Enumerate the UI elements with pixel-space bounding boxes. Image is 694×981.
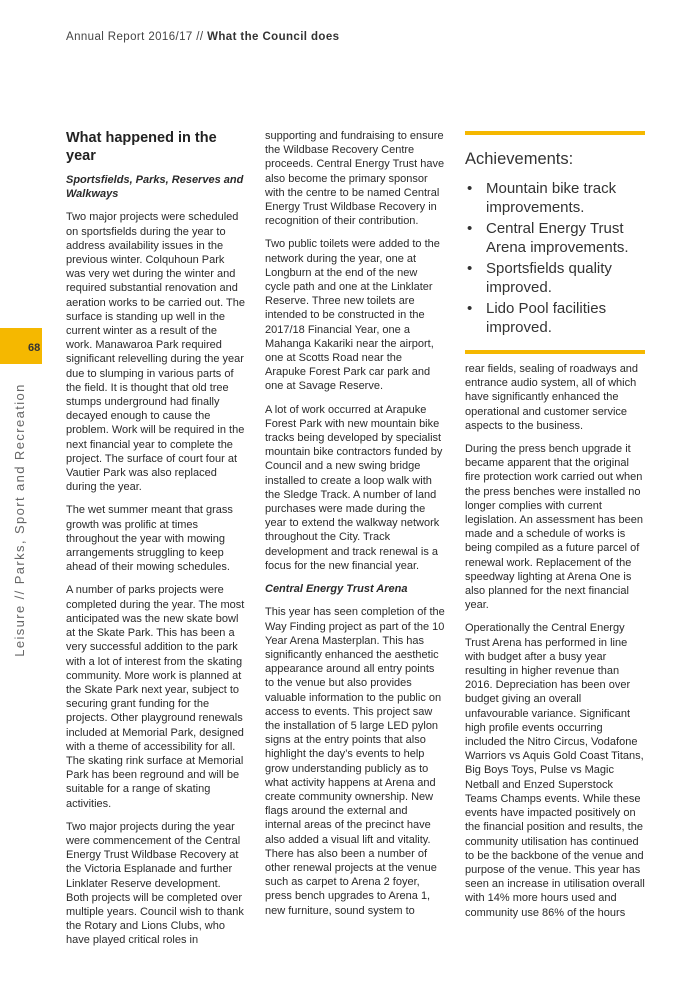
column-1 [66,129,246,957]
page-number: 68 [28,342,41,354]
achievement-text: Sportsfields quality improved. [486,260,612,296]
achievements-box [465,131,645,354]
achievements-list [465,179,645,337]
subheading-arena: Central Energy Trust Arena [265,583,408,596]
side-section-label: Leisure // Parks, Sport and Recreation [12,383,27,657]
achievements-title: Achievements: [465,150,574,168]
paragraph: During the press bench upgrade it became apparent that the original fire protection work carried out when the press benches were installed no longer complies with current legislation. An assessment has been made and a schedule of works is being compiled as a future parcel of renewal work. Replacement of the speedway lighting at Arena One is also planned for the next financial year. [465,443,643,612]
paragraph: Two public toilets were added to the network during the year, one at Longburn at the end of the new cycle path and one at the Linklater Reserve. Three new toilets are intended to be constructed in the 2017/18 Financial Year, one a Mahanga Kakariki near the airport, one at Scotts Road near the Arapuke Forest Park car park and one at Savage Reserve. [265,238,440,393]
bullet-icon: • [467,260,473,277]
list-item [465,179,645,217]
paragraph: Operationally the Central Energy Trust Arena has performed in line with budget after a busy year resulting in higher revenue than 2016. Depreciation has been over budget giving an overall unfavourable variance. Significant high profile events occurring included the Nitro Circus, Vodafone Warriors vs Aquis Gold Coast Titans, Big Boys Toys, Pulse vs Magic Netball and Enzed Superstock Teams Champs events. While these events have impacted positively on the financial position and results, the community utilisation has continued to be the backbone of the venue and purpose of the venue. This year has seen an increase in utilisation overall with 14% more hours used and community use 86% of the hours [465,622,645,919]
paragraph: A number of parks projects were completed during the year. The most anticipated was the new skate bowl at the Skate Park. This has been a very successful addition to the park with a lot of interest from the skating community. More work is planned at the Skate Park next year, subject to securing grant funding for the projects. Other playground renewals included at Memorial Park, designed with a theme of accessibility for all. The skating rink surface at Memorial Park has been reground and will be suitable for a range of skating activities. [66,584,245,810]
paragraph: Two major projects were scheduled on sportsfields during the year to address availability issues in the previous winter. Colquhoun Park was very wet during the winter and required substantial renovation and aeration works to be carried out. The surface is standing up well in the current winter as a result of the work. Manawaroa Park required significant relevelling during the year due to slumping in various parts of the field. It is thought that old tree stumps underground had finally decayed enough to cause the problem. Work will be required in the next financial year to complete the project. The surface of court four at Vautier Park was also replaced during the year. [66,211,245,494]
paragraph: This year has seen completion of the Way Finding project as part of the 10 Year Arena Masterplan. This has significantly enhanced the aesthetic appearance around all entry points to the venue but also provides valuable information to the public on access to events. This project saw the installation of 5 large LED pylon signs at the entry points that also highlight the day’s events to help grow understanding publicly as to what activity happens at Arena and create community ownership. New flags around the external and internal areas of the precinct have also added a visual lift and vitality. There has also been a number of other renewal projects at the venue such as carpet to Arena 2 foyer, press bench upgrades to Arena 1, new furniture, sound system to [265,606,445,917]
section-heading: What happened in the year [66,130,217,164]
bullet-icon: • [467,300,473,317]
subheading-sportsfields: Sportsfields, Parks, Reserves and Walkways [66,174,244,201]
paragraph: A lot of work occurred at Arapuke Forest Park with new mountain bike tracks being developed by specialist mountain bike contractors funded by Council and a new swing bridge installed to create a loop walk with the Sledge Track. A number of land purchases were made during the year to extend the walkway network throughout the City. Track development and track renewal is a focus for the new financial year. [265,403,443,572]
achievement-text: Lido Pool facilities improved. [486,300,607,336]
list-item [465,299,645,337]
bullet-icon: • [467,180,473,197]
column-3 [465,362,645,929]
list-item [465,259,645,297]
header-prefix: Annual Report 2016/17 // [66,31,204,43]
achievement-text: Central Energy Trust Arena improvements. [486,220,629,256]
header-title: What the Council does [207,31,340,43]
paragraph: supporting and fundraising to ensure the Wildbase Recovery Centre proceeds. Central Energy Trust have also become the primary sponsor with the centre to be named Central Energy Trust Wildbase Recovery in recognition of their contribution. [265,130,445,228]
paragraph: Two major projects during the year were commencement of the Central Energy Trust Wildbase Recovery at the Victoria Esplanade and further Linklater Reserve development. Both projects will be completed over multiple years. Council wish to thank the Rotary and Lions Clubs, who have played critical roles in [66,820,244,947]
running-header [66,31,339,43]
bullet-icon: • [467,220,473,237]
achievement-text: Mountain bike track improvements. [486,180,617,216]
list-item [465,219,645,257]
paragraph: The wet summer meant that grass growth was prolific at times throughout the year with mowing arrangements struggling to keep ahead of their mowing schedules. [66,504,233,574]
column-2 [265,129,445,927]
paragraph: rear fields, sealing of roadways and entrance audio system, all of which have significantly enhanced the operational and customer service aspects to the business. [465,363,639,432]
